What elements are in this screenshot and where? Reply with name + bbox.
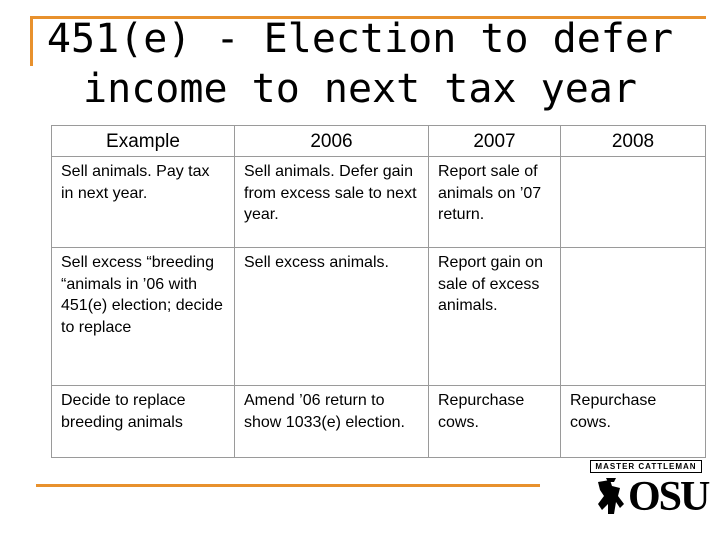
table-cell: Sell excess “breeding “animals in ’06 with 451(e) election; decide to replace xyxy=(52,248,235,386)
table-cell: Sell animals. Defer gain from excess sale to next year. xyxy=(235,157,429,248)
table-cell: Sell excess animals. xyxy=(235,248,429,386)
table-cell: Report gain on sale of excess animals. xyxy=(429,248,561,386)
bottom-accent-line xyxy=(36,484,540,487)
header-2007: 2007 xyxy=(429,126,561,157)
table-cell: Sell animals. Pay tax in next year. xyxy=(52,157,235,248)
table-cell xyxy=(561,248,706,386)
table-cell: Repurchase cows. xyxy=(561,386,706,458)
header-example: Example xyxy=(52,126,235,157)
osu-mark: OSU xyxy=(628,474,709,520)
master-cattleman-osu-logo xyxy=(590,460,709,526)
table-cell: Decide to replace breeding animals xyxy=(52,386,235,458)
election-table xyxy=(51,125,706,458)
table-cell: Repurchase cows. xyxy=(429,386,561,458)
header-row xyxy=(52,126,706,157)
table-row xyxy=(52,157,706,248)
table-row xyxy=(52,248,706,386)
slide-title: 451(e) - Election to defer income to next tax year xyxy=(46,16,674,112)
table-cell: Report sale of animals on ’07 return. xyxy=(429,157,561,248)
header-2006: 2006 xyxy=(235,126,429,157)
table-cell xyxy=(561,157,706,248)
logo-banner: MASTER CATTLEMAN xyxy=(590,460,702,473)
left-accent-line xyxy=(30,16,33,66)
header-2008: 2008 xyxy=(561,126,706,157)
table-row xyxy=(52,386,706,458)
table-cell: Amend ’06 return to show 1033(e) election. xyxy=(235,386,429,458)
